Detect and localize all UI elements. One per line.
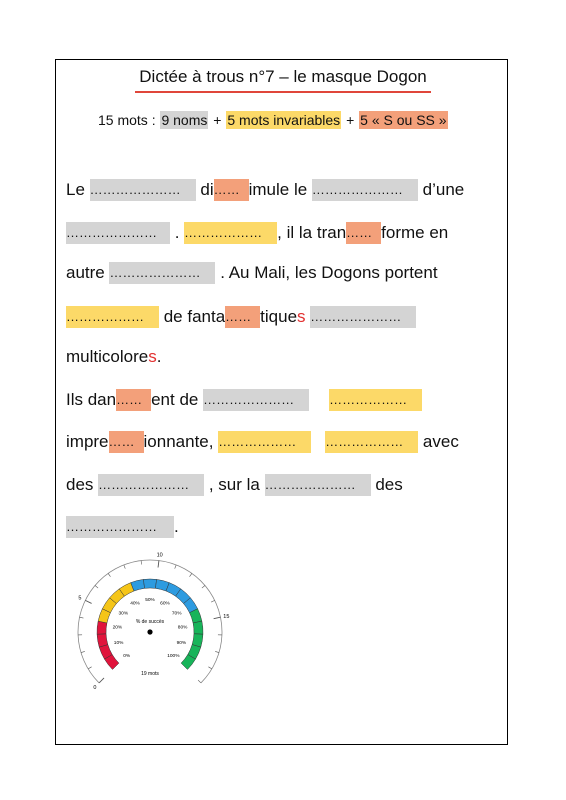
text-segment: Le [66,180,90,199]
text-line-8 [66,474,403,496]
gauge-percent-label: 0% [123,654,131,660]
plural-s: s [297,307,306,326]
blank-s-ss[interactable]: …… [116,389,151,411]
text-segment: d’une [417,180,465,199]
gauge-tick [85,600,91,603]
text-segment: Ils dan [66,390,117,409]
text-line-4 [66,306,416,328]
gauge-tick [158,561,159,568]
gauge-tick [95,585,98,588]
text-line-7 [66,431,459,453]
legend-noms: 9 noms [161,112,208,128]
gauge-tick [202,585,205,588]
blank-invariable[interactable]: ……………… [218,431,311,453]
gauge-percent-label: 90% [176,640,187,646]
text-segment: , il la tran [277,223,347,242]
text-segment: . [156,347,162,366]
text-segment: tique [260,307,298,326]
blank-noun[interactable]: ………………… [98,474,204,496]
legend-s-ss: 5 « S ou SS » [360,112,447,128]
gauge-tick [81,651,85,652]
text-segment: de fanta [159,307,226,326]
text-line-9 [66,516,179,538]
text-segment: ent de [151,390,204,409]
text-line-6 [66,389,422,411]
blank-s-ss[interactable]: …… [225,306,260,328]
text-segment: di [195,180,214,199]
text-line-2 [66,222,448,244]
blank-invariable[interactable]: ……………… [66,306,159,328]
gauge-tick [99,678,104,683]
gauge-percent-label: 30% [118,611,129,617]
text-segment: impre [66,432,109,451]
gauge-tick [214,617,221,618]
gauge-tick [88,667,91,669]
text-segment: multicolore [66,347,149,366]
text-segment: , sur la [204,475,265,494]
gauge-bottom-label: 19 mots [141,671,159,677]
blank-invariable[interactable]: ……………… [325,431,418,453]
gauge-tick [208,667,211,669]
legend-prefix: 15 mots : [98,112,160,128]
gauge-tick [215,651,219,652]
text-segment: des [66,475,99,494]
gauge-tick [108,573,110,576]
gauge-segment [193,621,203,634]
gauge-tick [175,565,176,569]
text-segment: . [170,223,185,242]
legend-plus-1: + [209,112,226,128]
text-segment: forme en [381,223,449,242]
word-count-legend [97,110,448,130]
text-segment: . Au Mali, les Dogons portent [215,263,438,282]
gauge-tick [190,573,192,576]
blank-noun[interactable]: ………………… [109,262,215,284]
gauge-percent-label: 50% [145,597,155,603]
gauge-percent-label: 100% [167,654,180,660]
gauge-percent-label: 40% [130,601,140,607]
blank-noun[interactable]: ………………… [66,516,174,538]
gauge-count-label: 5 [78,595,82,602]
gauge-count-label: 15 [223,613,230,620]
gauge-percent-label: 10% [113,640,124,646]
blank-noun[interactable]: ………………… [203,389,309,411]
success-gauge [70,552,240,692]
gauge-percent-label: 70% [171,611,182,617]
text-segment: imule le [248,180,312,199]
gauge-center-label: % de succès [135,619,165,625]
text-segment: avec [418,432,459,451]
gauge-tick [80,617,84,618]
gauge-segment [143,579,156,588]
gauge-center-dot [147,629,152,634]
gauge-segment [97,621,107,634]
blank-noun[interactable]: ………………… [312,179,418,201]
text-segment: . [174,517,179,536]
blank-noun[interactable]: ………………… [310,306,416,328]
page-title: Dictée à trous n°7 – le masque Dogon [139,67,427,86]
gauge-tick [124,565,125,569]
title-underline [135,91,431,93]
blank-s-ss[interactable]: …… [214,179,249,201]
blank-s-ss[interactable]: …… [346,222,381,244]
gauge-percent-label: 20% [112,625,123,631]
gauge-segment [97,634,108,647]
text-line-5 [66,346,161,368]
text-line-1 [66,179,464,201]
gauge-count-label: 10 [156,552,163,559]
blank-s-ss[interactable]: …… [109,431,144,453]
blank-noun[interactable]: ………………… [265,474,371,496]
plural-s: s [148,347,157,366]
text-segment: autre [66,263,110,282]
blank-noun[interactable]: ………………… [66,222,170,244]
text-segment: ionnante, [143,432,219,451]
blank-invariable[interactable]: ……………… [184,222,277,244]
blank-noun[interactable]: ………………… [90,179,196,201]
gauge-percent-label: 80% [177,625,188,631]
gauge-tick [198,680,201,683]
gauge-percent-label: 60% [160,601,170,607]
blank-invariable[interactable]: ……………… [329,389,422,411]
gauge-tick [211,600,215,602]
legend-plus-2: + [342,112,359,128]
text-line-3 [66,262,438,284]
text-segment: des [370,475,403,494]
legend-invariables: 5 mots invariables [227,112,341,128]
gauge-count-label: 0 [93,685,97,692]
